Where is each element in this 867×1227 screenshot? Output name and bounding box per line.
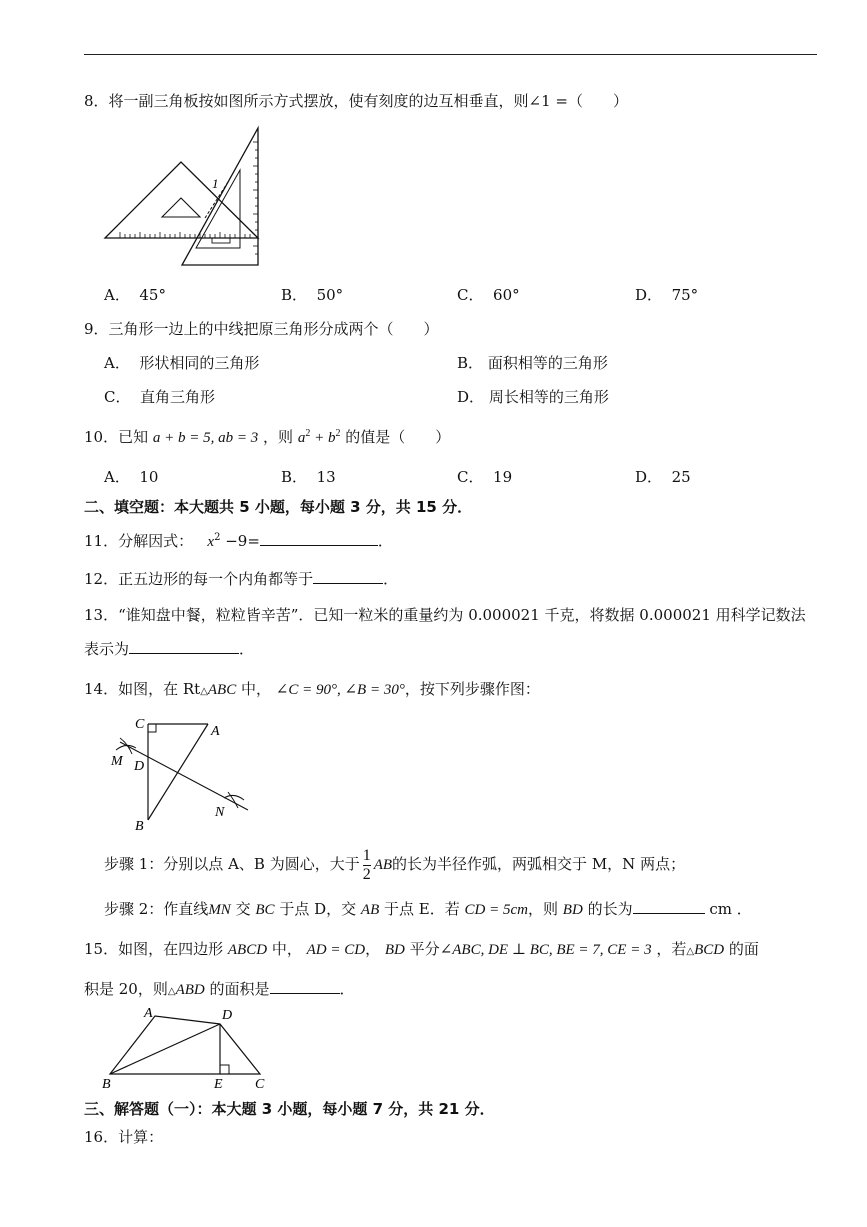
- q8-inner-hole: [162, 198, 200, 217]
- q15-label-e: E: [214, 1077, 223, 1092]
- q14-answer-blank[interactable]: [633, 899, 705, 914]
- q15-line2: 积是 20，则△ABD 的面积是 ．: [84, 980, 355, 998]
- q10-stem: 10．已知 a + b = 5, ab = 3 ，则 $a^2 + b^2$ 的值是（ ）: [84, 428, 451, 446]
- q10-option-d: D． 25: [635, 468, 691, 486]
- q13-line1: 13．“谁知盘中餐，粒粒皆辛苦”．已知一粒米的重量约为 0.000021 千克，将数据 0.000021 用科学记数法: [84, 606, 806, 624]
- q8-triangle-45: [105, 162, 258, 238]
- q9-option-c: C． 直角三角形: [104, 388, 216, 406]
- q9-option-a: A． 形状相同的三角形: [104, 354, 260, 372]
- q15-answer-blank[interactable]: [270, 979, 340, 994]
- q14-figure: [108, 712, 258, 837]
- q15-label-d: D: [222, 1008, 233, 1023]
- q8-option-c: C． 60°: [457, 286, 520, 304]
- q16-stem: 16．计算：: [84, 1128, 164, 1146]
- q15-figure: [100, 1004, 275, 1092]
- q14-label-a: A: [211, 724, 220, 739]
- q14-fraction-half: $\frac{1}{2}$: [362, 846, 371, 883]
- section-2-heading: 二、填空题：本大题共 5 小题，每小题 3 分，共 15 分．: [84, 498, 473, 516]
- q14-step2: 步骤 2：作直线MN 交 BC 于点 D，交 AB 于点 E．若 CD = 5cm，则 BD 的长为 cm ．: [104, 900, 752, 918]
- q10-option-c: C． 19: [457, 468, 513, 486]
- q8-figure: [100, 122, 265, 270]
- q8-right-angle-mark: [212, 238, 230, 243]
- q11-answer-blank[interactable]: [260, 531, 378, 546]
- q9-option-d: D． 周长相等的三角形: [457, 388, 609, 406]
- q8-option-d: D． 75°: [635, 286, 699, 304]
- q13-answer-blank[interactable]: [129, 639, 239, 654]
- section-3-heading: 三、解答题（一）：本大题 3 小题，每小题 7 分，共 21 分．: [84, 1100, 495, 1118]
- q9-stem: 9．三角形一边上的中线把原三角形分成两个（ ）: [84, 320, 439, 338]
- header-rule: [84, 54, 817, 55]
- q15-diagonal-bd: [110, 1024, 220, 1074]
- q14-label-c: C: [135, 717, 145, 732]
- q15-quadrilateral: [110, 1016, 260, 1074]
- q15-label-b: B: [102, 1077, 111, 1092]
- q8-triangle-30-60: [182, 128, 258, 265]
- q15-label-c: C: [255, 1077, 265, 1092]
- q8-stem: 8．将一副三角板按如图所示方式摆放，使有刻度的边互相垂直，则∠1 =（ ）: [84, 92, 628, 110]
- q13-line2: 表示为 ．: [84, 640, 255, 658]
- q15-right-angle: [220, 1065, 229, 1074]
- q14-right-angle: [148, 724, 156, 732]
- q12-answer-blank[interactable]: [313, 569, 383, 584]
- q14-label-n: N: [215, 805, 225, 820]
- q14-label-m: M: [111, 754, 123, 769]
- q10-condition: a + b = 5, ab = 3: [152, 430, 259, 446]
- q10-option-a: A． 10: [104, 468, 159, 486]
- q9-option-b: B． 面积相等的三角形: [457, 354, 608, 372]
- q11: 11．分解因式： $x^2 -9=$ ．: [84, 532, 393, 550]
- q15-line1: 15．如图，在四边形 ABCD 中， AD = CD， BD 平分∠ABC, DE ⊥ BC, BE = 7, CE = 3 ，若△BCD 的面: [84, 940, 759, 958]
- q8-angle-label: 1: [212, 176, 219, 191]
- q12: 12．正五边形的每一个内角都等于 ．: [84, 570, 399, 588]
- q8-ruler-ticks-bottom: [120, 232, 250, 238]
- q14-stem: 14．如图，在 Rt△ABC 中， ∠C = 90°, ∠B = 30°，按下列步骤作图：: [84, 680, 540, 698]
- q10-option-b: B． 13: [281, 468, 336, 486]
- q8-option-b: B． 50°: [281, 286, 344, 304]
- q15-label-a: A: [144, 1006, 153, 1021]
- q8-option-a: A． 45°: [104, 286, 166, 304]
- q14-label-d: D: [134, 759, 145, 774]
- q14-label-b: B: [135, 819, 144, 834]
- q14-step1: 步骤 1：分别以点 A、B 为圆心，大于 $\frac{1}{2}$ AB的长为半径作弧，两弧相交于 M，N 两点；: [104, 846, 686, 883]
- q14-side-ab: [148, 724, 208, 820]
- q10-expression: $a^2 + b^2$: [297, 428, 341, 446]
- q14-line-mn: [120, 742, 248, 810]
